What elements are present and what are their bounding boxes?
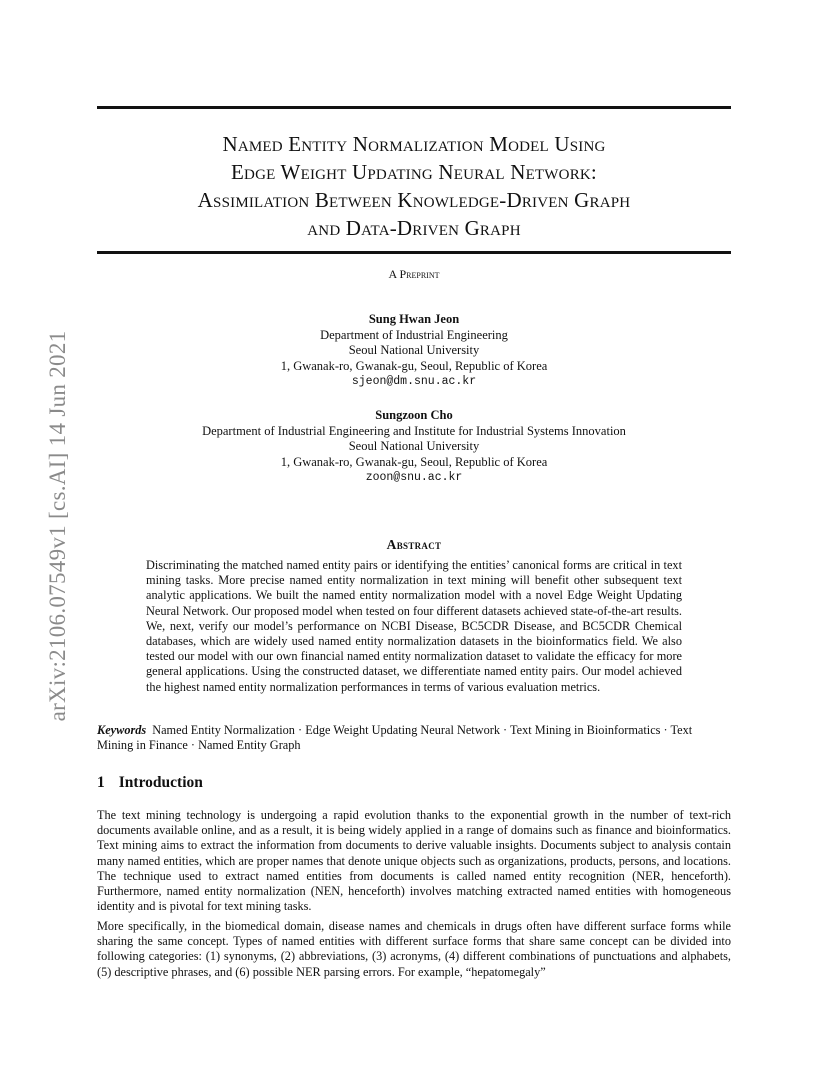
author-email[interactable]: zoon@snu.ac.kr: [365, 471, 463, 484]
author-name: Sung Hwan Jeon: [368, 312, 460, 326]
author-department: Department of Industrial Engineering and Institute for Industrial Systems Innovation: [202, 423, 626, 438]
abstract-text: Discriminating the matched named entity pairs or identifying the entities’ canonical forms are critical in text mining tasks. More precise named entity normalization in text mining will benefit other subsequent text analytic applications. We built the named entity normalization model with a novel Edge Weight Updating Neural Network. Our proposed model when tested on four different datasets achieved state-of-the-art results. We, next, verify our model’s performance on NCBI Disease, BC5CDR Disease, and BC5CDR Chemical databases, which are widely used named entity normalization datasets in the bioinformatics field. We also tested our model with our own financial named entity normalization dataset to validate the efficacy for more general applications. Using the constructed dataset, we differentiate named entity pairs. Our model achieved the highest named entity normalization performances in terms of various evaluation metrics.: [146, 558, 682, 694]
keywords-text: Named Entity Normalization · Edge Weight Updating Neural Network · Text Mining in Bioinformatics · Text Mining in Finance · Named Entity Graph: [97, 723, 693, 753]
body-paragraph: The text mining technology is undergoing a rapid evolution thanks to the exponential growth in the number of text-rich documents available online, and as a result, it is being widely applied in a range of domains such as finance and bioinformatics. Text mining aims to extract the information from documents to derive valuable insights. Documents subject to analysis contain many named entities, which are proper names that denote unique objects such as organizations, products, persons, and locations. The technique used to extract named entities from documents is called named entity recognition (NER, henceforth). Furthermore, named entity normalization (NEN, henceforth) involves matching extracted named entities with homogeneous identity and is pivotal for text mining tasks.: [97, 808, 731, 914]
keywords-label: Keywords: [97, 723, 147, 737]
section-heading: [97, 774, 731, 792]
paper-title: [97, 130, 731, 242]
title-top-rule: [97, 106, 731, 109]
title-line: Assimilation Between Knowledge-Driven Graph: [197, 188, 631, 212]
author-address: 1, Gwanak-ro, Gwanak-gu, Seoul, Republic of Korea: [280, 454, 548, 469]
section-number: 1: [97, 774, 105, 791]
section-title: Introduction: [118, 774, 203, 791]
author-university: Seoul National University: [348, 439, 480, 453]
body-paragraph: More specifically, in the biomedical domain, disease names and chemicals in drugs often have different surface forms while sharing the same concept. Types of named entities with different surface forms that share same concept can be divided into following categories: (1) synonyms, (2) abbreviations, (3) acronyms, (4) different combinations of punctuations and alphabets, (5) descriptive phrases, and (6) possible NER parsing errors. For example, “hepatomegaly”: [97, 919, 731, 979]
author-name: Sungzoon Cho: [375, 408, 453, 422]
title-bottom-rule: [97, 251, 731, 254]
author-block: [97, 312, 731, 390]
preprint-label: A Preprint: [388, 267, 440, 281]
author-block: [97, 408, 731, 486]
author-email[interactable]: sjeon@dm.snu.ac.kr: [351, 375, 477, 388]
arxiv-identifier-stamp: arXiv:2106.07549v1 [cs.AI] 14 Jun 2021: [45, 330, 70, 722]
keywords: [97, 723, 731, 753]
title-line: Edge Weight Updating Neural Network:: [231, 160, 597, 184]
abstract-heading: Abstract: [386, 537, 442, 552]
author-university: Seoul National University: [348, 343, 480, 357]
author-department: Department of Industrial Engineering: [320, 327, 508, 342]
title-line: Named Entity Normalization Model Using: [222, 132, 606, 156]
title-line: and Data-Driven Graph: [307, 216, 521, 240]
author-address: 1, Gwanak-ro, Gwanak-gu, Seoul, Republic of Korea: [280, 358, 548, 373]
